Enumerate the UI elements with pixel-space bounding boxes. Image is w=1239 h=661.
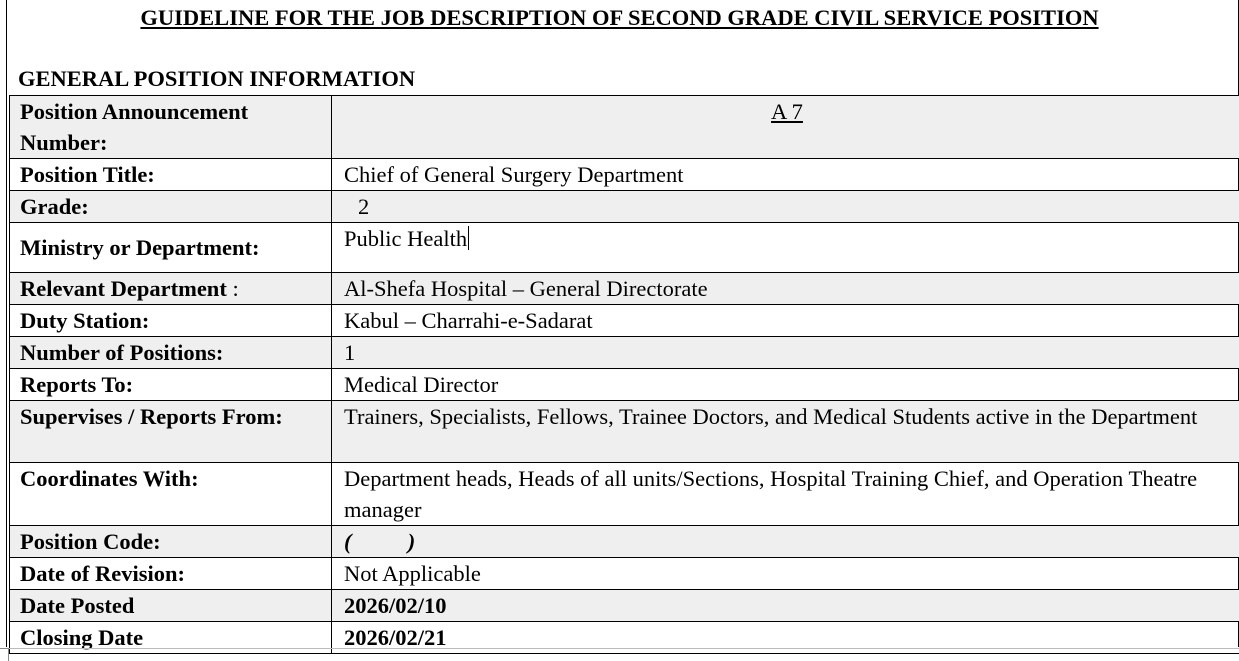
position-info-table [9, 95, 1239, 654]
relevant-department-label-text: Relevant Department [20, 276, 227, 301]
value-coordinates-with[interactable]: Department heads, Heads of all units/Sections, Hospital Training Chief, and Operation Theatre manager [332, 463, 1239, 526]
page-corner-marker [0, 648, 9, 661]
label-date-of-revision: Date of Revision: [10, 558, 332, 590]
label-date-posted: Date Posted [10, 590, 332, 622]
label-grade: Grade: [10, 191, 332, 223]
page-bottom-edge [8, 648, 1239, 649]
table-row [10, 526, 1239, 558]
label-duty-station: Duty Station: [10, 305, 332, 337]
table-row [10, 96, 1239, 159]
document-title: GUIDELINE FOR THE JOB DESCRIPTION OF SECOND GRADE CIVIL SERVICE POSITION [0, 5, 1239, 31]
value-duty-station[interactable]: Kabul – Charrahi-e-Sadarat [332, 305, 1239, 337]
label-coordinates-with: Coordinates With: [10, 463, 332, 526]
text-cursor [468, 226, 469, 250]
value-position-title[interactable]: Chief of General Surgery Department [332, 159, 1239, 191]
position-code-text: ( ) [344, 529, 415, 554]
table-row [10, 401, 1239, 463]
table-row [10, 305, 1239, 337]
label-supervises: Supervises / Reports From: [10, 401, 332, 463]
table-row [10, 463, 1239, 526]
value-announcement-number[interactable] [332, 96, 1239, 159]
ministry-text: Public Health [344, 226, 467, 251]
value-ministry[interactable] [332, 223, 1239, 273]
table-row [10, 159, 1239, 191]
value-supervises[interactable]: Trainers, Specialists, Fellows, Trainee Doctors, and Medical Students active in the Department [332, 401, 1239, 463]
table-row [10, 558, 1239, 590]
value-date-posted[interactable]: 2026/02/10 [332, 590, 1239, 622]
label-announcement-number: Position Announcement Number: [10, 96, 332, 159]
label-closing-date: Closing Date [10, 622, 332, 654]
section-heading: GENERAL POSITION INFORMATION [18, 66, 415, 92]
table-row [10, 337, 1239, 369]
table-row [10, 191, 1239, 223]
table-row [10, 590, 1239, 622]
value-date-of-revision[interactable]: Not Applicable [332, 558, 1239, 590]
value-position-code[interactable] [332, 526, 1239, 558]
label-position-title: Position Title: [10, 159, 332, 191]
value-closing-date[interactable]: 2026/02/21 [332, 622, 1239, 654]
table-row [10, 273, 1239, 305]
label-number-of-positions: Number of Positions: [10, 337, 332, 369]
value-relevant-department[interactable]: Al-Shefa Hospital – General Directorate [332, 273, 1239, 305]
label-ministry [10, 223, 332, 273]
label-reports-to: Reports To: [10, 369, 332, 401]
label-position-code: Position Code: [10, 526, 332, 558]
value-number-of-positions[interactable]: 1 [332, 337, 1239, 369]
table-row [10, 223, 1239, 273]
value-reports-to[interactable]: Medical Director [332, 369, 1239, 401]
relevant-department-label-colon: : [227, 276, 239, 301]
value-grade[interactable] [332, 191, 1239, 223]
announcement-number-text: A 7 [771, 99, 803, 124]
table-row [10, 369, 1239, 401]
label-relevant-department [10, 273, 332, 305]
ministry-label-text: Ministry or Department: [20, 235, 260, 260]
grade-text: 2 [344, 194, 369, 219]
